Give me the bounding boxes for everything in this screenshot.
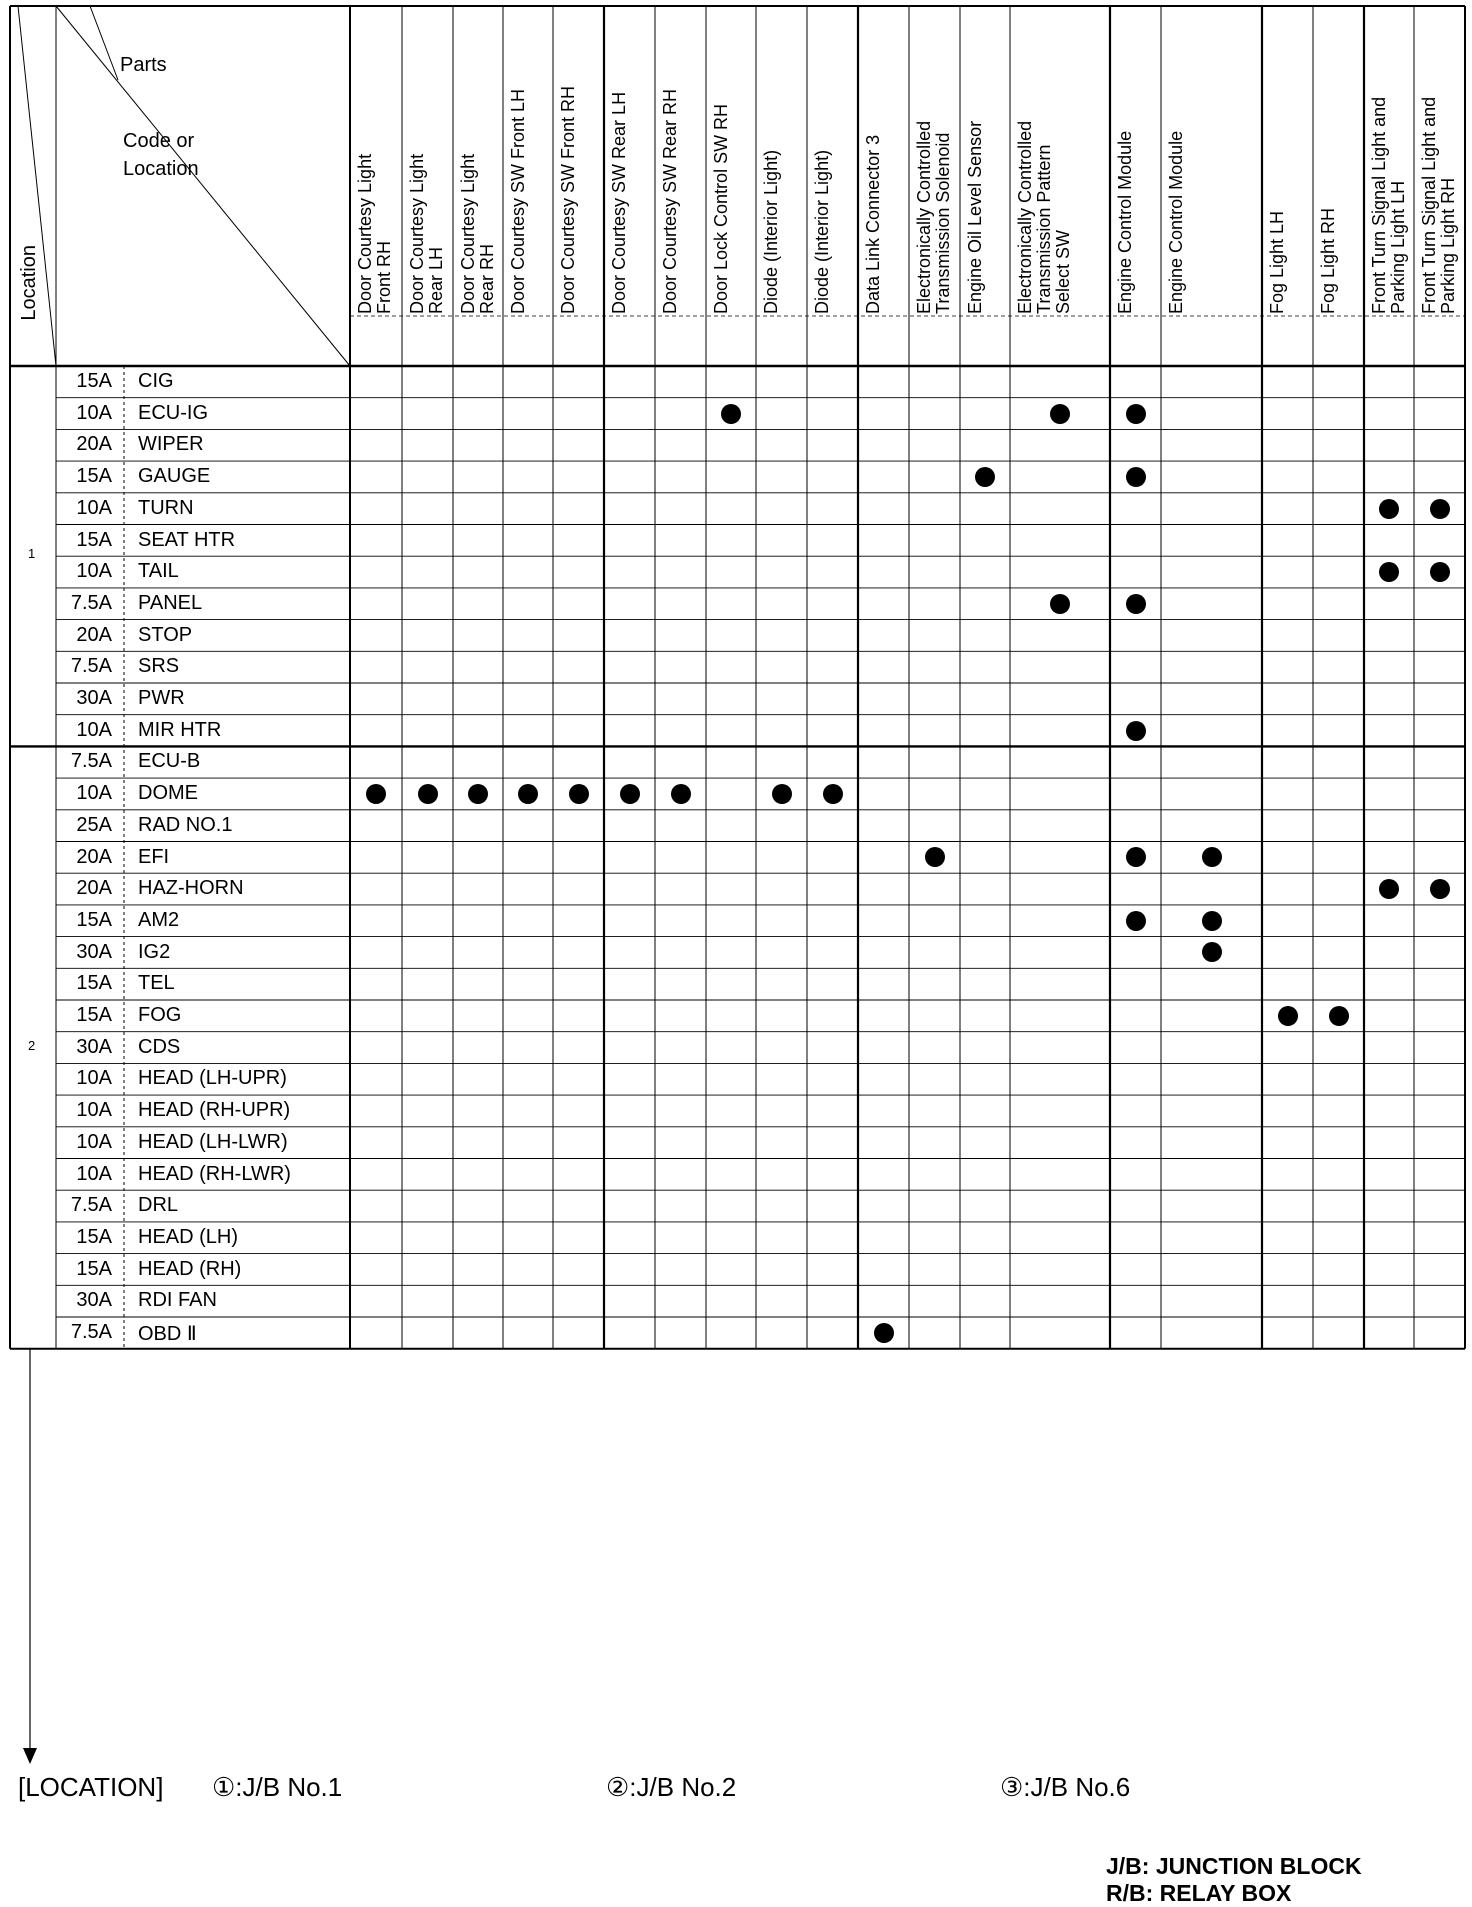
fuse-amperage: 7.5A <box>70 1194 112 1217</box>
fuse-code: HEAD (RH) <box>138 1257 242 1280</box>
fuse-code: DRL <box>138 1194 179 1217</box>
connection-dot <box>1202 847 1222 867</box>
part-column-header: Fog Light LH <box>1267 210 1287 314</box>
connection-dot <box>620 784 640 804</box>
header-diagonal-3 <box>90 6 118 80</box>
fuse-amperage: 10A <box>76 1099 112 1122</box>
part-column-header: Door Courtesy Light Rear LH <box>407 153 446 314</box>
legend-relay-box: R/B: RELAY BOX <box>1106 1880 1292 1906</box>
connection-dot <box>1050 404 1070 424</box>
connection-dot <box>1126 594 1146 614</box>
fuse-amperage: 10A <box>76 718 112 741</box>
part-column-header: Door Courtesy SW Rear RH <box>660 88 680 314</box>
parts-header-label: Parts <box>120 54 167 76</box>
part-column-header: Data Link Connector 3 <box>863 134 883 314</box>
part-column-header: Engine Oil Level Sensor <box>965 120 985 314</box>
connection-dot <box>721 404 741 424</box>
connection-dot <box>671 784 691 804</box>
connection-dot <box>366 784 386 804</box>
fuse-amperage: 10A <box>76 496 112 519</box>
fuse-amperage: 10A <box>76 782 112 805</box>
fuse-code: TURN <box>138 496 194 519</box>
part-column-header: Electronically Controlled Transmission Solenoid <box>914 120 953 314</box>
part-column-header: Door Lock Control SW RH <box>711 103 731 314</box>
footer-location-1: ①:J/B No.1 <box>212 1772 343 1802</box>
fuse-amperage: 10A <box>76 401 112 424</box>
fuse-code: DOME <box>138 782 198 805</box>
connection-dot <box>823 784 843 804</box>
fuse-code: MIR HTR <box>138 718 222 741</box>
fuse-amperage: 20A <box>76 845 112 868</box>
fuse-amperage: 10A <box>76 1130 112 1153</box>
fuse-amperage: 15A <box>76 908 112 931</box>
part-column-header: Door Courtesy SW Front RH <box>558 85 578 314</box>
fuse-amperage: 7.5A <box>70 655 112 678</box>
connection-dot <box>1050 594 1070 614</box>
fuse-code: HEAD (RH-UPR) <box>138 1099 291 1122</box>
part-column-header: Engine Control Module <box>1166 130 1186 314</box>
fuse-amperage: 10A <box>76 560 112 583</box>
part-column-header: Door Courtesy Light Front RH <box>355 153 394 314</box>
connection-dot <box>874 1323 894 1343</box>
fuse-amperage: 20A <box>76 433 112 456</box>
connection-dot <box>1202 911 1222 931</box>
fuse-amperage: 30A <box>76 1035 112 1058</box>
part-column-header: Door Courtesy Light Rear RH <box>458 153 497 314</box>
fuse-code: SEAT HTR <box>138 528 236 551</box>
connection-dot <box>1379 879 1399 899</box>
connection-dot <box>1126 721 1146 741</box>
fuse-code: FOG <box>138 1004 182 1026</box>
fuse-code: HAZ-HORN <box>138 877 244 900</box>
connection-dot <box>1430 562 1450 582</box>
fuse-amperage: 10A <box>76 1162 112 1185</box>
part-column-header: Fog Light RH <box>1318 207 1338 314</box>
fuse-amperage: 15A <box>76 1225 112 1248</box>
fuse-amperage: 7.5A <box>70 1321 112 1343</box>
fuse-code: IG2 <box>138 940 171 963</box>
connection-dot <box>1329 1006 1349 1026</box>
fuse-code: TEL <box>138 972 175 995</box>
connection-dot <box>1126 911 1146 931</box>
connection-dot <box>1202 942 1222 962</box>
fuse-amperage: 15A <box>76 1004 112 1026</box>
fuse-code: RAD NO.1 <box>138 813 233 836</box>
fuse-code: HEAD (LH-LWR) <box>138 1130 288 1153</box>
fuse-code: CDS <box>138 1035 181 1058</box>
fuse-code: WIPER <box>138 433 204 456</box>
fuse-code: ECU-B <box>138 750 201 773</box>
footer-location-label: [LOCATION] <box>18 1772 164 1802</box>
connection-dot <box>1430 879 1450 899</box>
fuse-code: CIG <box>138 370 174 392</box>
code-header-label-line2: Location <box>123 158 199 180</box>
connection-dot <box>925 847 945 867</box>
footer-location-3: ③:J/B No.6 <box>1000 1772 1131 1802</box>
fuse-amperage: 10A <box>76 1067 112 1090</box>
part-column-header: Engine Control Module <box>1115 130 1135 314</box>
connection-dot <box>1379 562 1399 582</box>
connection-dot <box>418 784 438 804</box>
fuse-code: SRS <box>138 655 180 678</box>
part-column-header: Door Courtesy SW Front LH <box>508 88 528 314</box>
code-header-label-line1: Code or <box>123 130 195 152</box>
fuse-code: GAUGE <box>138 465 211 488</box>
fuse-amperage: 20A <box>76 623 112 646</box>
header-diagonal-2 <box>56 6 350 366</box>
location-number: 1 <box>28 546 36 562</box>
fuse-amperage: 20A <box>76 877 112 900</box>
connection-dot <box>468 784 488 804</box>
connection-dot <box>1126 847 1146 867</box>
fuse-amperage: 30A <box>76 687 112 709</box>
fuse-code: PANEL <box>138 591 203 614</box>
part-column-header: Electronically Controlled Transmission Pattern Select SW <box>1015 120 1073 314</box>
fuse-code: PWR <box>138 687 185 709</box>
part-column-header: Front Turn Signal Light and Parking Light RH <box>1419 96 1458 314</box>
connection-dot <box>569 784 589 804</box>
part-column-header: Diode (Interior Light) <box>761 149 781 314</box>
connection-dot <box>1126 467 1146 487</box>
fuse-code: EFI <box>138 845 170 868</box>
fuse-amperage: 15A <box>76 370 112 392</box>
fuse-code: RDI FAN <box>138 1289 217 1312</box>
fuse-amperage: 30A <box>76 940 112 963</box>
location-number: 2 <box>28 1037 36 1053</box>
connection-dot <box>975 467 995 487</box>
fuse-amperage: 15A <box>76 465 112 488</box>
fuse-amperage: 7.5A <box>70 591 112 614</box>
connection-dot <box>1379 499 1399 519</box>
fuse-code: HEAD (LH) <box>138 1225 239 1248</box>
fuse-amperage: 15A <box>76 972 112 995</box>
fuse-amperage: 15A <box>76 528 112 551</box>
connection-dot <box>1278 1006 1298 1026</box>
location-arrow-icon <box>20 1348 40 1768</box>
legend-junction-block: J/B: JUNCTION BLOCK <box>1106 1853 1362 1879</box>
fuse-code: OBD Ⅱ <box>138 1323 197 1345</box>
footer-location-2: ②:J/B No.2 <box>606 1772 737 1802</box>
fuse-code: ECU-IG <box>138 401 208 424</box>
location-header-label: Location <box>18 245 40 321</box>
fuse-code: STOP <box>138 623 193 646</box>
fuse-code: TAIL <box>138 560 179 583</box>
connection-dot <box>772 784 792 804</box>
part-column-header: Door Courtesy SW Rear LH <box>609 91 629 314</box>
fuse-amperage: 15A <box>76 1257 112 1280</box>
part-column-header: Front Turn Signal Light and Parking Light LH <box>1369 96 1408 314</box>
fuse-code: AM2 <box>138 908 180 931</box>
fuse-code: HEAD (LH-UPR) <box>138 1067 287 1090</box>
connection-dot <box>1430 499 1450 519</box>
fuse-code: HEAD (RH-LWR) <box>138 1162 291 1185</box>
fuse-amperage: 7.5A <box>70 750 112 773</box>
connection-dot <box>1126 404 1146 424</box>
fuse-amperage: 30A <box>76 1289 112 1312</box>
fuse-amperage: 25A <box>76 813 112 836</box>
connection-dot <box>518 784 538 804</box>
part-column-header: Diode (Interior Light) <box>812 149 832 314</box>
